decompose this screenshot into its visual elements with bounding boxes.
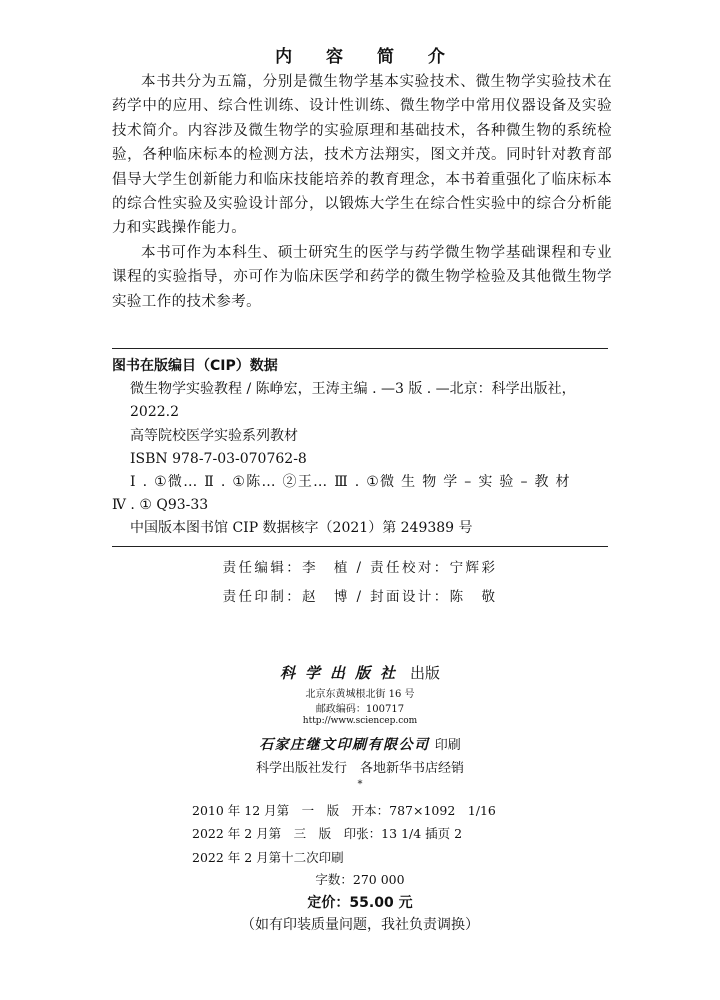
edition-line-3: 2022 年 2 月第十二次印刷 — [192, 850, 344, 865]
summary-paragraph-2: 本书可作为本科生、硕士研究生的医学与药学微生物学基础课程和专业课程的实验指导，亦可作为临床医学和药学的微生物学检验及其他微生物学实验工作的技术参考。 — [112, 244, 612, 310]
cip-block — [112, 355, 608, 541]
cip-line-code: Ⅳ . ① Q93-33 — [112, 497, 209, 514]
editor-line-2: 责任印制：赵 博 / 封面设计：陈 敬 — [222, 589, 498, 605]
edition-line-2: 2022 年 2 月第 三 版 印张：13 1/4 插页 2 — [192, 826, 463, 841]
cip-heading: 图书在版编目（CIP）数据 — [112, 358, 278, 374]
content-summary — [112, 70, 612, 314]
quality-note: （如有印装质量问题，我社负责调换） — [241, 917, 479, 933]
cip-line-isbn: ISBN 978-7-03-070762-8 — [130, 450, 307, 467]
publisher-url: http://www.sciencep.com — [302, 716, 418, 726]
printer-line — [0, 734, 720, 754]
printer-name: 石家庄继文印刷有限公司 — [259, 737, 430, 753]
cip-line-record: 中国版本图书馆 CIP 数据核字（2021）第 249389 号 — [130, 520, 473, 537]
word-count: 字数：270 000 — [315, 872, 405, 887]
cip-top-rule — [112, 348, 608, 349]
publisher-name: 科学出版社 — [279, 664, 405, 682]
cip-bottom-rule — [112, 546, 608, 547]
page-title: 内 容 简 介 — [275, 47, 459, 67]
separator-star: * — [357, 779, 363, 790]
cip-line-classification: Ⅰ . ①微… Ⅱ . ①陈… ②王… Ⅲ . ①微 生 物 学 – 实 验 – 教 材 — [130, 474, 571, 491]
cip-line-title: 微生物学实验教程 / 陈峥宏，王涛主编 . —3 版 . —北京：科学出版社， — [130, 381, 576, 398]
editor-line-1: 责任编辑：李 植 / 责任校对：宁辉彩 — [222, 560, 498, 576]
publisher-postcode: 邮政编码：100717 — [315, 704, 405, 715]
distribution-line: 科学出版社发行 各地新华书店经销 — [255, 761, 464, 776]
cip-line-series: 高等院校医学实验系列教材 — [130, 427, 298, 444]
publisher-suffix: 出版 — [410, 664, 441, 682]
publisher-address: 北京东黄城根北街 16 号 — [305, 689, 415, 700]
cip-line-date: 2022.2 — [130, 404, 179, 421]
edition-line-1: 2010 年 12 月第 一 版 开本：787×1092 1/16 — [192, 803, 496, 818]
printer-suffix: 印刷 — [434, 738, 461, 753]
price: 定价：55.00 元 — [307, 895, 413, 911]
publisher-line — [0, 662, 720, 683]
summary-paragraph-1: 本书共分为五篇，分别是微生物学基本实验技术、微生物学实验技术在药学中的应用、综合性训练、设计性训练、微生物学中常用仪器设备及实验技术简介。内容涉及微生物学的实验原理和基础技术，各种微生物的系统检验，各种临床标本的检测方法，技术方法翔实，图文并茂。同时针对教育部倡导大学生创新能力和临床技能培养的教育理念，本书着重强化了临床标本的综合性实验及实验设计部分，以锻炼大学生在综合性实验中的综合分析能力和实践操作能力。 — [112, 74, 612, 237]
